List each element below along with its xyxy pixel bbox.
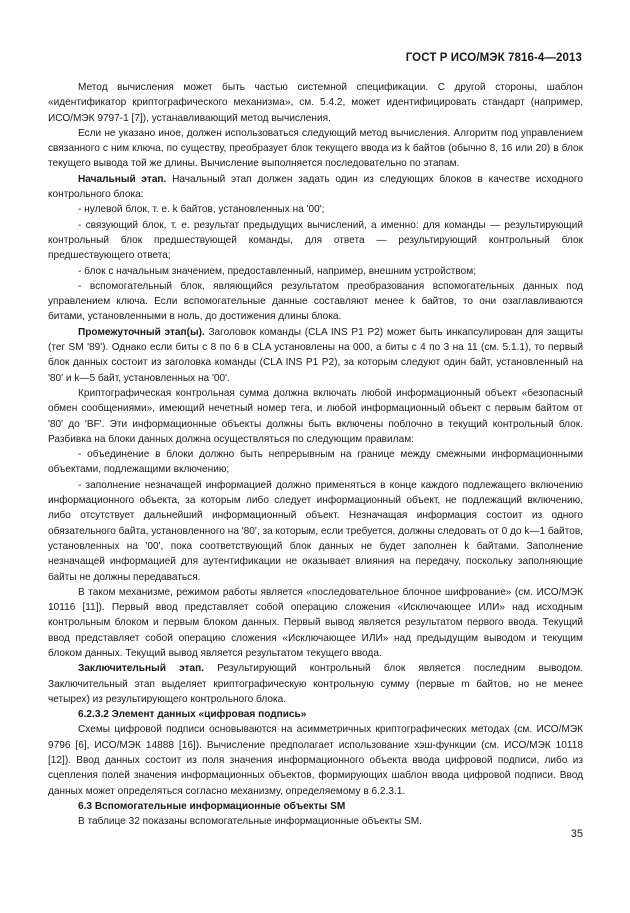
term-initial-stage: Начальный этап.: [78, 173, 167, 185]
page-body: [48, 80, 583, 830]
paragraph-cbc-mode: В таком механизме, режимом работы является «последовательное блочное шифрование» (см. ИСО/МЭК 10116 [11]). Первый ввод представляет собой операцию сложения «Исключающее ИЛИ» над исходным контрольным блоком и первым блоком данных. Первый вывод является результатом первого ввода. Текущий ввод представляет собой операцию сложения «Исключающее ИЛИ» над предыдущим выводом и текущим блоком данных. Текущий вывод является результатом текущего ввода.: [48, 586, 583, 659]
paragraph-method: Метод вычисления может быть частью системной спецификации. С другой стороны, шаблон «идентификатор криптографического механизма», см. 5.4.2, может идентифицировать стандарт (например, ИСО/МЭК 9797-1 [7]), устанавливающий метод вычисления.: [48, 82, 583, 124]
document-code-header: ГОСТ Р ИСО/МЭК 7816-4—2013: [405, 52, 582, 64]
paragraph-table-32-ref: В таблице 32 показаны вспомогательные информационные объекты SM.: [78, 816, 422, 828]
list-item-padding: - заполнение незначащей информацией должно применяться в конце каждого подлежащего включению информационного объекта, за которым либо следует информационный объект, не подлежащий включению, либо отсутствует дальнейший информационный объект. Незначащая информация состоит из одного обязательного байта, установленного на '80', за которым, если требуется, должны следовать от 0 до k—1 байтов, установленных на '00', пока соответствующий блок данных не будет заполнен k байтами. Заполнение незначащей информацией для аутентификации не оказывает влияния на передачу, поскольку заполняющие байты не должны передаваться.: [48, 479, 583, 583]
list-item-auxiliary-block: - вспомогательный блок, являющийся результатом преобразования вспомогательных данных под управлением ключа. Если вспомогательные данные составляют менее k байтов, то они озаглавливаются битами, установленными в ноль, до достижения длины блока.: [48, 280, 583, 323]
section-heading-6-3: 6.3 Вспомогательные информационные объекты SM: [78, 800, 346, 812]
paragraph-intermediate-stage: [48, 325, 583, 386]
page-number: 35: [570, 828, 583, 840]
term-intermediate-stage: Промежуточный этап(ы).: [78, 326, 205, 338]
list-item-initial-value-block: - блок с начальным значением, предоставленный, например, внешним устройством;: [78, 265, 477, 277]
paragraph-digital-signature: Схемы цифровой подписи основываются на асимметричных криптографических методах (см. ИСО/МЭК 9796 [6], ИСО/МЭК 14888 [16]). Вычисление предполагает использование хэш-функции (см. ИСО/МЭК 10118 [12]). Ввод данных состоит из поля значения информационного объекта ввода цифровой подписи, либо из сцепления полей значения информационных объектов, формирующих шаблон ввода цифровой подписи. Ввод данных может определяться согласно механизму, определяемому в 6.2.3.1.: [48, 724, 583, 797]
term-final-stage: Заключительный этап.: [78, 663, 205, 675]
paragraph-checksum: Криптографическая контрольная сумма должна включать любой информационный объект «безопасный обмен сообщениями», имеющий нечетный номер тега, и любой информационный объект с первым байтом от '80' до 'BF'. Эти информационные объекты должны быть включены поблочно в текущий контрольный блок. Разбивка на блоки данных должна осуществляться по следующим правилам:: [48, 387, 583, 445]
paragraph-final-stage: [48, 661, 583, 707]
section-heading-6-2-3-2: 6.2.3.2 Элемент данных «цифровая подпись»: [78, 709, 307, 721]
paragraph-text: Результирующий контрольный блок является последним выводом. Заключительный этап выделяет криптографическую контрольную сумму (первые m байтов, но не менее четырех) из результирующего контрольного блока.: [48, 663, 583, 705]
paragraph-initial-stage: [48, 172, 583, 203]
paragraph-default-method: Если не указано иное, должен использоваться следующий метод вычисления. Алгоритм под управлением связанного с ним ключа, по существу, преобразует блок текущего ввода из k байтов (обычно 8, 16 или 20) в блок текущего вывода той же длины. Вычисление выполняется последовательно по этапам.: [48, 127, 583, 170]
list-item-null-block: - нулевой блок, т. е. k байтов, установленных на '00';: [78, 204, 325, 216]
list-item-concatenation: - объединение в блоки должно быть непрерывным на границе между смежными информационными объектами, подлежащими включению;: [48, 449, 583, 476]
list-item-chaining-block: - связующий блок, т. е. результат предыдущих вычислений, а именно: для команды — результирующий контрольный блок предшествующей команды, для ответа — результирующий контрольный блок предшествующего ответа;: [48, 219, 583, 262]
paragraph-text: Заголовок команды (CLA INS P1 P2) может быть инкапсулирован для защиты (тег SM '89'). Однако если биты с 8 по 6 в CLA установлены на 000, а биты с 4 по 3 на 11 (см. 5.1.1), то первый блок данных состоит из заголовка команды (CLA INS P1 P2), за которым следуют один байт, установленный на '80' и k—5 байт, установленных на '00'.: [48, 326, 583, 384]
paragraph-text: Начальный этап должен задать один из следующих блоков в качестве исходного контрольного блока:: [48, 173, 584, 201]
